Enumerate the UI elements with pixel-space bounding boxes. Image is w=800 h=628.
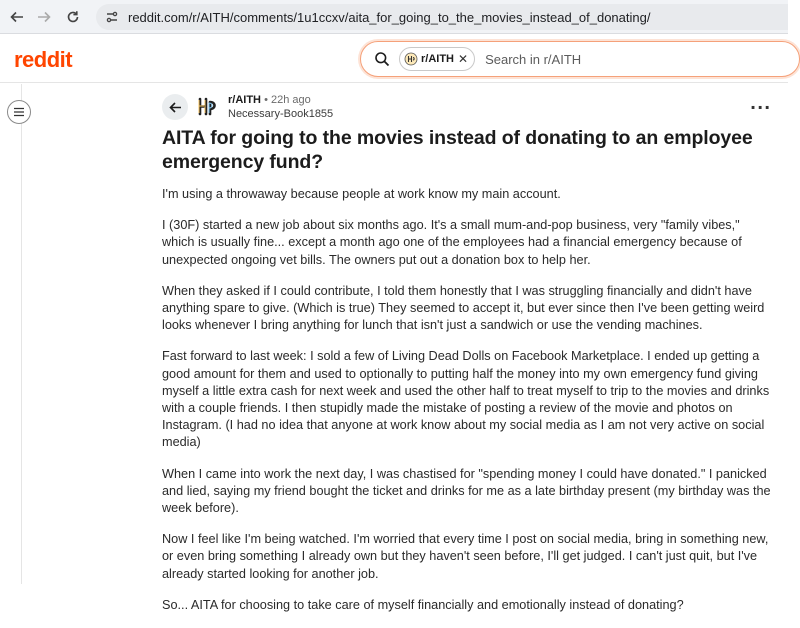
- post-byline: [228, 94, 333, 121]
- author-link[interactable]: Necessary-Book1855: [228, 108, 334, 120]
- back-icon[interactable]: [6, 6, 28, 28]
- post-paragraph: Now I feel like I'm being watched. I'm worried that every time I post on social media, bring in something new, or even bring something I already own but they haven't seen before, I'll get judged. I can't just quit, but I've already started looking for another job.: [162, 532, 769, 581]
- forward-icon[interactable]: [33, 6, 55, 28]
- meta-separator: •: [264, 94, 268, 106]
- hamburger-icon: [13, 107, 25, 117]
- post-time: 22h ago: [270, 94, 311, 106]
- more-options-icon[interactable]: ···: [750, 98, 772, 117]
- browser-toolbar: [0, 0, 788, 34]
- left-sidebar: [0, 84, 22, 584]
- back-button[interactable]: [162, 94, 188, 120]
- search-icon: [373, 50, 391, 68]
- reload-icon[interactable]: [62, 6, 84, 28]
- search-bar[interactable]: [360, 41, 800, 77]
- post-paragraph: When they asked if I could contribute, I told them honestly that I was struggling financially and didn't have anything spare to give. (Which is true) They seemed to accept it, but ever since then I've been getting weird looks whenever I bring anything for lunch that isn't just a sandwich or use the vending machines.: [162, 283, 765, 333]
- post-paragraph: Fast forward to last week: I sold a few of Living Dead Dolls on Facebook Marketplace. I ended up getting a good amount for them and used to optionally to putting half the money into my own emergency fund giving myself a little extra cash for next week and used the other half to treat myself to trip to the movies and drinks with a couple friends. I then stupidly made the mistake of posting a review of the movie and photos on Instagram. (I had no idea that anyone at work know about my social media as I am not very active on social media): [162, 349, 770, 450]
- post-title: AITA for going to the movies instead of donating to an employee emergency fund?: [162, 127, 753, 173]
- site-header: [0, 35, 788, 83]
- url-text: reddit.com/r/AITH/comments/1u1ccxv/aita_for_going_to_the_movies_instead_of_donating/: [128, 9, 651, 25]
- address-bar[interactable]: [96, 4, 788, 30]
- chip-label: r/AITH: [421, 53, 454, 65]
- post-paragraph: I'm using a throwaway because people at work know my main account.: [162, 187, 561, 201]
- post-meta: [162, 92, 772, 124]
- post-paragraph: So... AITA for choosing to take care of myself financially and emotionally instead of donating?: [162, 597, 684, 612]
- close-icon[interactable]: ✕: [458, 52, 469, 66]
- menu-button[interactable]: [7, 100, 31, 124]
- site-info-icon[interactable]: [104, 9, 120, 25]
- subreddit-link[interactable]: r/AITH: [228, 94, 261, 106]
- post-paragraph: I (30F) started a new job about six months ago. It's a small mum-and-pop business, very "family vibes," which is usually fine... except a month ago one of the employees had a financial emergency because of unexpected ongoing vet bills. The owners put out a donation box to help her.: [162, 218, 742, 267]
- reddit-logo[interactable]: reddit: [14, 47, 73, 72]
- post: [162, 92, 772, 628]
- subreddit-avatar-icon[interactable]: [194, 93, 222, 121]
- arrow-left-icon: [169, 101, 182, 114]
- subreddit-avatar-icon: [404, 52, 418, 66]
- post-paragraph: When I came into work the next day, I was chastised for "spending money I could have donated." I panicked and lied, saying my friend bought the ticket and drinks for me as a late birthday present (my birthday was the week before).: [162, 466, 771, 516]
- search-input[interactable]: Search in r/AITH: [485, 51, 582, 67]
- subreddit-filter-chip[interactable]: [399, 47, 475, 71]
